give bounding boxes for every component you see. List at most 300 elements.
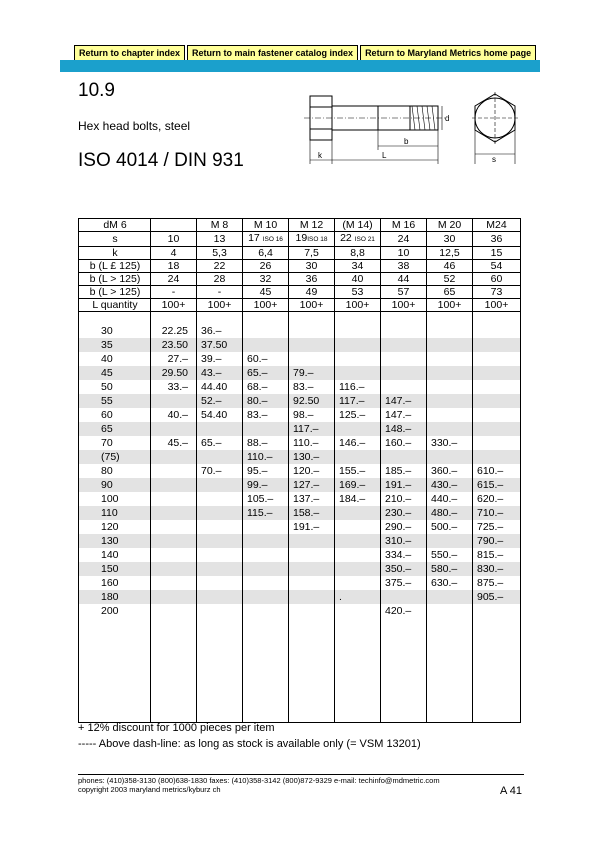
price-cell <box>473 324 521 338</box>
price-cell: 80.– <box>243 394 289 408</box>
price-cell: 790.– <box>473 534 521 548</box>
length-cell: 180 <box>79 590 151 604</box>
price-cell: . <box>335 590 381 604</box>
table-filler-row <box>79 618 521 723</box>
size-header-cell <box>151 219 197 232</box>
length-cell: 160 <box>79 576 151 590</box>
length-cell: 120 <box>79 520 151 534</box>
price-cell: 70.– <box>197 464 243 478</box>
price-cell <box>335 338 381 352</box>
length-cell: 140 <box>79 548 151 562</box>
price-cell: 440.– <box>427 492 473 506</box>
price-cell <box>427 324 473 338</box>
price-cell <box>289 338 335 352</box>
price-cell: 105.– <box>243 492 289 506</box>
price-cell <box>151 590 197 604</box>
standard-title: ISO 4014 / DIN 931 <box>78 150 244 171</box>
spec-cell: 36 <box>289 273 335 286</box>
price-cell: 210.– <box>381 492 427 506</box>
spec-cell: 45 <box>243 286 289 299</box>
price-cell: 60.– <box>243 352 289 366</box>
spec-cell: 100+ <box>197 299 243 312</box>
price-cell: 27.– <box>151 352 197 366</box>
price-cell <box>427 380 473 394</box>
price-cell <box>335 576 381 590</box>
grade-title: 10.9 <box>78 80 115 101</box>
table-gap-row <box>79 312 521 325</box>
nav-bar <box>74 45 536 61</box>
size-header-cell: M 16 <box>381 219 427 232</box>
price-cell: 116.– <box>335 380 381 394</box>
spec-cell: 100+ <box>381 299 427 312</box>
spec-cell: 60 <box>473 273 521 286</box>
price-cell: 580.– <box>427 562 473 576</box>
length-cell: 100 <box>79 492 151 506</box>
bolt-price-table <box>78 218 521 723</box>
price-cell <box>151 450 197 464</box>
price-cell: 185.– <box>381 464 427 478</box>
price-cell <box>335 604 381 618</box>
price-cell: 815.– <box>473 548 521 562</box>
spec-cell: 73 <box>473 286 521 299</box>
price-cell <box>289 352 335 366</box>
iso-note: ISO 21 <box>354 236 375 243</box>
price-cell <box>335 450 381 464</box>
price-cell <box>151 604 197 618</box>
price-cell <box>243 422 289 436</box>
price-cell: 110.– <box>289 436 335 450</box>
length-cell: 60 <box>79 408 151 422</box>
price-cell: 39.– <box>197 352 243 366</box>
price-cell: 147.– <box>381 408 427 422</box>
length-cell: 45 <box>79 366 151 380</box>
price-cell <box>473 366 521 380</box>
price-cell <box>381 366 427 380</box>
spec-cell: 15 <box>473 247 521 260</box>
price-cell <box>289 562 335 576</box>
spec-cell: 65 <box>427 286 473 299</box>
price-cell: 610.– <box>473 464 521 478</box>
price-cell: 334.– <box>381 548 427 562</box>
bolt-drawing <box>300 88 530 168</box>
price-cell <box>151 520 197 534</box>
price-row <box>79 408 521 422</box>
size-header-cell: M 20 <box>427 219 473 232</box>
price-cell <box>289 604 335 618</box>
price-cell <box>197 576 243 590</box>
price-cell <box>381 324 427 338</box>
return-home-link[interactable]: Return to Maryland Metrics home page <box>360 45 536 61</box>
price-cell <box>243 548 289 562</box>
price-cell: 620.– <box>473 492 521 506</box>
price-cell: 37.50 <box>197 338 243 352</box>
spec-cell: 57 <box>381 286 427 299</box>
spec-cell: 22 ISO 21 <box>335 232 381 247</box>
price-cell <box>473 380 521 394</box>
price-cell: 95.– <box>243 464 289 478</box>
price-cell <box>335 352 381 366</box>
price-cell <box>151 464 197 478</box>
length-cell: 200 <box>79 604 151 618</box>
price-cell: 115.– <box>243 506 289 520</box>
price-cell <box>289 590 335 604</box>
price-cell: 430.– <box>427 478 473 492</box>
price-cell <box>335 506 381 520</box>
page-number: A 41 <box>500 785 523 797</box>
price-cell: 146.– <box>335 436 381 450</box>
price-cell: 44.40 <box>197 380 243 394</box>
spec-cell: 30 <box>427 232 473 247</box>
iso-note: ISO 18 <box>307 236 328 243</box>
price-cell <box>473 352 521 366</box>
spec-cell: 4 <box>151 247 197 260</box>
price-cell <box>151 506 197 520</box>
spec-cell: 100+ <box>151 299 197 312</box>
price-cell <box>289 534 335 548</box>
price-cell: 500.– <box>427 520 473 534</box>
price-row <box>79 352 521 366</box>
price-cell <box>335 520 381 534</box>
price-cell: 65.– <box>197 436 243 450</box>
price-cell: 710.– <box>473 506 521 520</box>
price-cell <box>335 366 381 380</box>
spec-cell: 28 <box>197 273 243 286</box>
spec-cell: 8,8 <box>335 247 381 260</box>
price-cell <box>151 576 197 590</box>
price-cell: 117.– <box>289 422 335 436</box>
product-subtitle: Hex head bolts, steel <box>78 119 191 133</box>
price-cell <box>473 422 521 436</box>
price-cell <box>243 576 289 590</box>
length-cell: 110 <box>79 506 151 520</box>
return-fastener-index-link[interactable]: Return to main fastener catalog index <box>187 45 358 61</box>
price-cell <box>473 604 521 618</box>
price-cell <box>473 394 521 408</box>
price-cell: 148.– <box>381 422 427 436</box>
spec-cell: - <box>151 286 197 299</box>
price-cell <box>335 562 381 576</box>
price-cell <box>427 604 473 618</box>
price-cell: 68.– <box>243 380 289 394</box>
price-cell <box>381 338 427 352</box>
spec-cell: 49 <box>289 286 335 299</box>
price-cell: 155.– <box>335 464 381 478</box>
footer <box>78 776 440 794</box>
spec-cell: 44 <box>381 273 427 286</box>
price-cell <box>473 436 521 450</box>
price-cell <box>427 590 473 604</box>
price-row <box>79 576 521 590</box>
price-cell <box>427 394 473 408</box>
price-row <box>79 394 521 408</box>
spec-cell: 24 <box>151 273 197 286</box>
spec-row <box>79 260 521 273</box>
spec-cell: 53 <box>335 286 381 299</box>
price-row <box>79 604 521 618</box>
price-cell: 375.– <box>381 576 427 590</box>
price-cell <box>335 548 381 562</box>
price-cell <box>381 380 427 394</box>
spec-cell: 100+ <box>427 299 473 312</box>
spec-cell: 100+ <box>289 299 335 312</box>
price-cell <box>289 548 335 562</box>
footer-copyright: copyright 2003 maryland metrics/kyburz ch <box>78 785 221 794</box>
price-cell <box>151 548 197 562</box>
price-cell: 99.– <box>243 478 289 492</box>
price-cell <box>243 590 289 604</box>
spec-label: b (L £ 125) <box>79 260 151 273</box>
spec-cell: 38 <box>381 260 427 273</box>
spec-cell: - <box>197 286 243 299</box>
spec-label: s <box>79 232 151 247</box>
price-row <box>79 520 521 534</box>
spec-cell: 10 <box>381 247 427 260</box>
spec-cell: 19ISO 18 <box>289 232 335 247</box>
price-row <box>79 506 521 520</box>
price-cell: 230.– <box>381 506 427 520</box>
price-cell: 98.– <box>289 408 335 422</box>
spec-cell: 24 <box>381 232 427 247</box>
price-cell: 54.40 <box>197 408 243 422</box>
spec-cell: 32 <box>243 273 289 286</box>
dim-L-label: L <box>382 151 387 160</box>
price-cell: 120.– <box>289 464 335 478</box>
price-cell: 191.– <box>381 478 427 492</box>
price-cell: 33.– <box>151 380 197 394</box>
price-cell <box>243 604 289 618</box>
spec-cell: 18 <box>151 260 197 273</box>
price-row <box>79 380 521 394</box>
spec-cell: 46 <box>427 260 473 273</box>
spec-cell: 22 <box>197 260 243 273</box>
price-cell <box>197 422 243 436</box>
size-header-row <box>79 219 521 232</box>
price-cell: 615.– <box>473 478 521 492</box>
price-cell: 875.– <box>473 576 521 590</box>
price-cell <box>335 534 381 548</box>
size-header-cell: M 12 <box>289 219 335 232</box>
price-cell: 79.– <box>289 366 335 380</box>
price-cell <box>197 562 243 576</box>
price-cell <box>197 590 243 604</box>
spec-cell: 36 <box>473 232 521 247</box>
size-header-cell: M 8 <box>197 219 243 232</box>
price-cell: 480.– <box>427 506 473 520</box>
length-cell: 80 <box>79 464 151 478</box>
footer-rule <box>78 774 524 775</box>
price-cell: 830.– <box>473 562 521 576</box>
iso-note: ISO 16 <box>262 236 283 243</box>
spec-row-s <box>79 232 521 247</box>
price-cell <box>243 562 289 576</box>
price-cell <box>335 422 381 436</box>
price-row <box>79 464 521 478</box>
price-cell <box>197 604 243 618</box>
length-cell: 130 <box>79 534 151 548</box>
price-cell: 137.– <box>289 492 335 506</box>
spec-cell: 40 <box>335 273 381 286</box>
price-cell: 330.– <box>427 436 473 450</box>
price-cell <box>243 338 289 352</box>
spec-cell: 52 <box>427 273 473 286</box>
price-cell <box>289 324 335 338</box>
length-cell: 70 <box>79 436 151 450</box>
price-row <box>79 548 521 562</box>
price-cell: 110.– <box>243 450 289 464</box>
spec-cell: 54 <box>473 260 521 273</box>
price-cell <box>197 534 243 548</box>
price-cell: 36.– <box>197 324 243 338</box>
price-cell: 184.– <box>335 492 381 506</box>
price-row <box>79 492 521 506</box>
length-cell: 150 <box>79 562 151 576</box>
price-cell <box>151 562 197 576</box>
spec-cell: 34 <box>335 260 381 273</box>
price-cell <box>151 394 197 408</box>
price-cell: 127.– <box>289 478 335 492</box>
price-cell: 40.– <box>151 408 197 422</box>
price-cell <box>197 520 243 534</box>
size-header-cell: (M 14) <box>335 219 381 232</box>
length-cell: 65 <box>79 422 151 436</box>
price-row <box>79 562 521 576</box>
discount-note: + 12% discount for 1000 pieces per item <box>78 722 275 734</box>
size-header-cell: M24 <box>473 219 521 232</box>
price-cell: 52.– <box>197 394 243 408</box>
price-cell <box>473 408 521 422</box>
price-cell: 83.– <box>289 380 335 394</box>
price-cell: 191.– <box>289 520 335 534</box>
price-cell <box>243 534 289 548</box>
price-cell <box>427 534 473 548</box>
length-cell: 35 <box>79 338 151 352</box>
price-cell: 23.50 <box>151 338 197 352</box>
price-cell <box>427 422 473 436</box>
spec-label: b (L > 125) <box>79 273 151 286</box>
price-cell <box>381 352 427 366</box>
spec-cell: 10 <box>151 232 197 247</box>
footer-contact: phones: (410)358-3130 (800)638-1830 faxes: (410)358-3142 (800)872-9329 e-mail: techinfo@mdmetric.com <box>78 776 440 785</box>
length-cell: 30 <box>79 324 151 338</box>
price-cell <box>151 478 197 492</box>
price-cell <box>197 492 243 506</box>
dim-s-label: s <box>492 155 496 164</box>
price-cell <box>197 450 243 464</box>
price-cell: 125.– <box>335 408 381 422</box>
spec-cell: 5,3 <box>197 247 243 260</box>
length-cell: 55 <box>79 394 151 408</box>
spec-cell: 17 ISO 16 <box>243 232 289 247</box>
price-cell <box>289 576 335 590</box>
price-cell <box>473 338 521 352</box>
price-cell: 350.– <box>381 562 427 576</box>
price-row <box>79 366 521 380</box>
size-header-cell: dM 6 <box>79 219 151 232</box>
price-cell: 43.– <box>197 366 243 380</box>
price-cell <box>151 422 197 436</box>
price-cell: 905.– <box>473 590 521 604</box>
price-cell <box>151 534 197 548</box>
length-cell: (75) <box>79 450 151 464</box>
spec-cell: 100+ <box>335 299 381 312</box>
return-chapter-index-link[interactable]: Return to chapter index <box>74 45 185 61</box>
price-row <box>79 450 521 464</box>
spec-label: L quantity <box>79 299 151 312</box>
spec-row <box>79 286 521 299</box>
price-cell <box>427 450 473 464</box>
price-row <box>79 590 521 604</box>
spec-cell: 6,4 <box>243 247 289 260</box>
header-band <box>60 60 540 72</box>
spec-cell: 7,5 <box>289 247 335 260</box>
price-cell <box>197 478 243 492</box>
stock-note: ----- Above dash-line: as long as stock is available only (= VSM 13201) <box>78 738 421 750</box>
price-cell: 310.– <box>381 534 427 548</box>
spec-cell: 30 <box>289 260 335 273</box>
length-cell: 40 <box>79 352 151 366</box>
spec-label: b (L > 125) <box>79 286 151 299</box>
price-cell <box>427 352 473 366</box>
length-cell: 90 <box>79 478 151 492</box>
price-cell: 83.– <box>243 408 289 422</box>
spec-cell: 100+ <box>243 299 289 312</box>
price-cell: 29.50 <box>151 366 197 380</box>
price-cell <box>151 492 197 506</box>
price-cell <box>381 450 427 464</box>
spec-cell: 100+ <box>473 299 521 312</box>
price-cell <box>427 366 473 380</box>
price-cell <box>335 324 381 338</box>
price-cell: 550.– <box>427 548 473 562</box>
price-cell: 45.– <box>151 436 197 450</box>
price-cell: 130.– <box>289 450 335 464</box>
price-cell: 88.– <box>243 436 289 450</box>
price-cell <box>427 408 473 422</box>
size-header-cell: M 10 <box>243 219 289 232</box>
price-cell: 22.25 <box>151 324 197 338</box>
price-cell <box>197 506 243 520</box>
price-cell: 169.– <box>335 478 381 492</box>
spec-label: k <box>79 247 151 260</box>
price-cell: 160.– <box>381 436 427 450</box>
price-row <box>79 436 521 450</box>
price-row <box>79 534 521 548</box>
price-cell <box>243 520 289 534</box>
price-cell: 147.– <box>381 394 427 408</box>
dim-d-label: d <box>445 114 450 123</box>
price-cell <box>243 324 289 338</box>
price-row <box>79 478 521 492</box>
dim-b-label: b <box>404 137 409 146</box>
price-cell <box>381 590 427 604</box>
dim-k-label: k <box>318 151 322 160</box>
spec-cell: 13 <box>197 232 243 247</box>
spec-cell: 26 <box>243 260 289 273</box>
price-cell: 420.– <box>381 604 427 618</box>
spec-row <box>79 247 521 260</box>
spec-cell: 12,5 <box>427 247 473 260</box>
price-cell <box>473 450 521 464</box>
spec-row <box>79 299 521 312</box>
price-cell: 65.– <box>243 366 289 380</box>
price-cell: 360.– <box>427 464 473 478</box>
price-cell: 630.– <box>427 576 473 590</box>
price-cell: 725.– <box>473 520 521 534</box>
price-cell: 158.– <box>289 506 335 520</box>
price-row <box>79 422 521 436</box>
price-cell <box>427 338 473 352</box>
spec-row <box>79 273 521 286</box>
